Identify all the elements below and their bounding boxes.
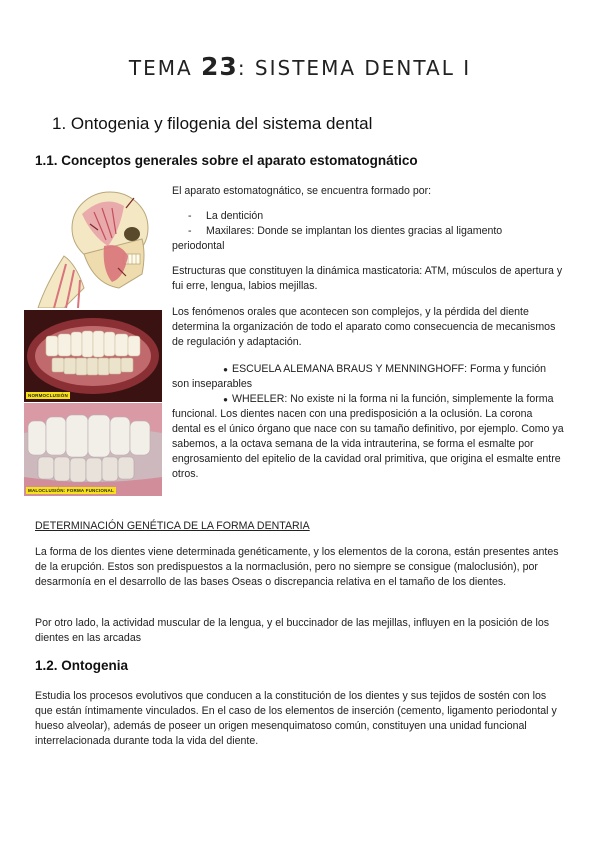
genetics-paragraph-1: La forma de los dientes viene determinada genéticamente, y los elementos de la corona, están presentes antes de la erupción. Estos son predispuestos a la normaclusión, pero no siempre se consigue (maloclusión), por desarmonía en el desarrollo de las bases Oseas o discrepancia relativa en el tamaño de los dientes. [35, 546, 559, 588]
genetics-paragraph-2: Por otro lado, la actividad muscular de la lengua, y el buccinador de las mejillas, influyen en la posición de los dientes en las arcadas [35, 617, 550, 644]
genetics-heading: DETERMINACIÓN GENÉTICA DE LA FORMA DENTARIA [35, 520, 310, 532]
section-heading-1: 1. Ontogenia y filogenia del sistema dental [52, 114, 373, 133]
list-item [172, 209, 564, 224]
section-heading-1-2: 1.2. Ontogenia [35, 658, 129, 673]
dash-mark: - [188, 210, 192, 222]
normocclusion-photo [24, 310, 162, 402]
dash-mark: - [188, 225, 192, 237]
normocclusion-label: NORMOCLUSIÓN [28, 393, 68, 398]
section-heading-1-1: 1.1. Conceptos generales sobre el aparato estomatognático [35, 153, 418, 168]
ontogeny-paragraph: Estudia los procesos evolutivos que conducen a la constitución de los dientes y sus tejidos de sostén con los que están íntimamente vinculados. En el caso de los elementos de inserción (cemento, ligamento periodontal y hueso alveolar), además de poseer un origen mesenquimatoso común, constituyen una unidad funcional interrelacionada durante toda la vida del diente. [35, 690, 557, 747]
list-item [172, 224, 564, 239]
title-prefix: TEMA [128, 56, 193, 80]
list-item-text: WHEELER: No existe ni la forma ni la función, simplemente la forma funcional. Los dientes nacen con una predisposición a la oclusión. La corona dental es el único órgano que nace con su tamaño definitivo, por ejemplo. Como ya sabemos, a la octava semana de la vida intrauterina, se forma el esmalte por engrosamiento del epitelio de la cavidad oral primitiva, que origina el esmalte entre otros. [172, 393, 564, 480]
list-item-text: ESCUELA ALEMANA BRAUS Y MENNINGHOFF: Forma y función son inseparables [172, 363, 546, 390]
intro-text: El aparato estomatognático, se encuentra formado por: [172, 185, 432, 197]
malocclusion-label: MALOCLUSIÓN: FORMA FUNCIONAL [28, 488, 114, 493]
bullet-icon: ● [223, 365, 228, 374]
structures-paragraph: Estructuras que constituyen la dinámica masticatoria: ATM, músculos de apertura y fui erre, lengua, labios mejillas. [172, 265, 563, 292]
malocclusion-photo [24, 403, 162, 496]
list-item-continuation: periodontal [172, 240, 225, 252]
title-suffix: : SISTEMA DENTAL I [237, 56, 472, 80]
list-item-text: Maxilares: Donde se implantan los dientes gracias al ligamento [206, 225, 503, 237]
bullet-icon: ● [223, 395, 228, 404]
list-item [172, 362, 564, 392]
head-muscles-illustration [24, 184, 162, 308]
list-item-text: La dentición [206, 210, 264, 222]
bullet-list [172, 362, 564, 482]
dash-list [172, 209, 564, 254]
phenomena-paragraph: Los fenómenos orales que acontecen son complejos, y la pérdida del diente determina la organización de todo el aparato como consecuencia de mecanismos de regulación y adaptación. [172, 306, 556, 348]
list-item [172, 392, 564, 482]
page-title [0, 52, 600, 81]
title-number: 23 [201, 52, 238, 81]
